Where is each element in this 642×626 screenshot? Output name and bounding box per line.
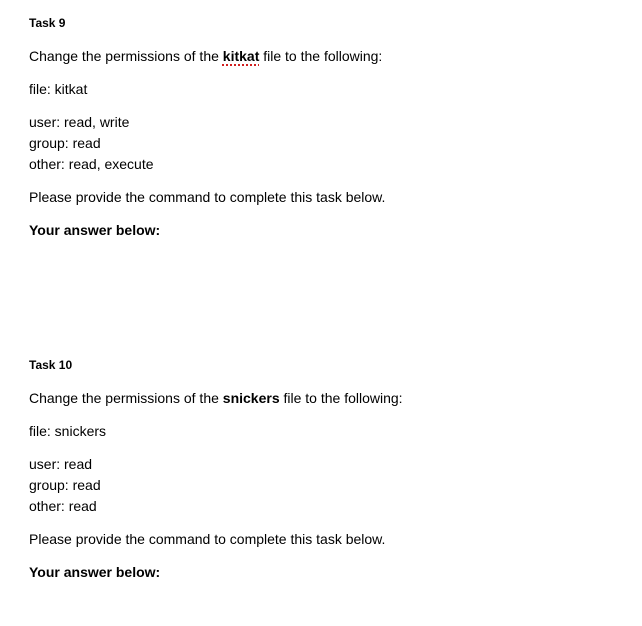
permission-user: user: read, write — [29, 114, 130, 130]
instruction-text-before: Change the permissions of the — [29, 48, 223, 64]
file-line: file: kitkat — [29, 81, 88, 97]
file-line: file: snickers — [29, 423, 107, 439]
permission-other: other: read — [29, 498, 97, 514]
permission-group: group: read — [29, 135, 101, 151]
permission-group: group: read — [29, 477, 101, 493]
permission-user: user: read — [29, 456, 93, 472]
task-instruction — [29, 46, 619, 67]
task-heading: Task 9 — [29, 16, 66, 30]
task-heading: Task 10 — [29, 358, 73, 372]
filename-snickers: snickers — [222, 390, 280, 406]
permission-other: other: read, execute — [29, 156, 154, 172]
instruction-text-after: file to the following: — [259, 48, 383, 64]
instruction-text-after: file to the following: — [279, 390, 403, 406]
answer-label: Your answer below: — [29, 564, 161, 580]
task-9-section — [29, 14, 619, 241]
task-prompt: Please provide the command to complete this task below. — [29, 531, 386, 547]
filename-kitkat: kitkat — [222, 48, 260, 64]
task-instruction — [29, 388, 619, 409]
answer-label: Your answer below: — [29, 222, 161, 238]
task-10-section — [29, 356, 619, 583]
instruction-text-before: Change the permissions of the — [29, 390, 223, 406]
task-prompt: Please provide the command to complete this task below. — [29, 189, 386, 205]
